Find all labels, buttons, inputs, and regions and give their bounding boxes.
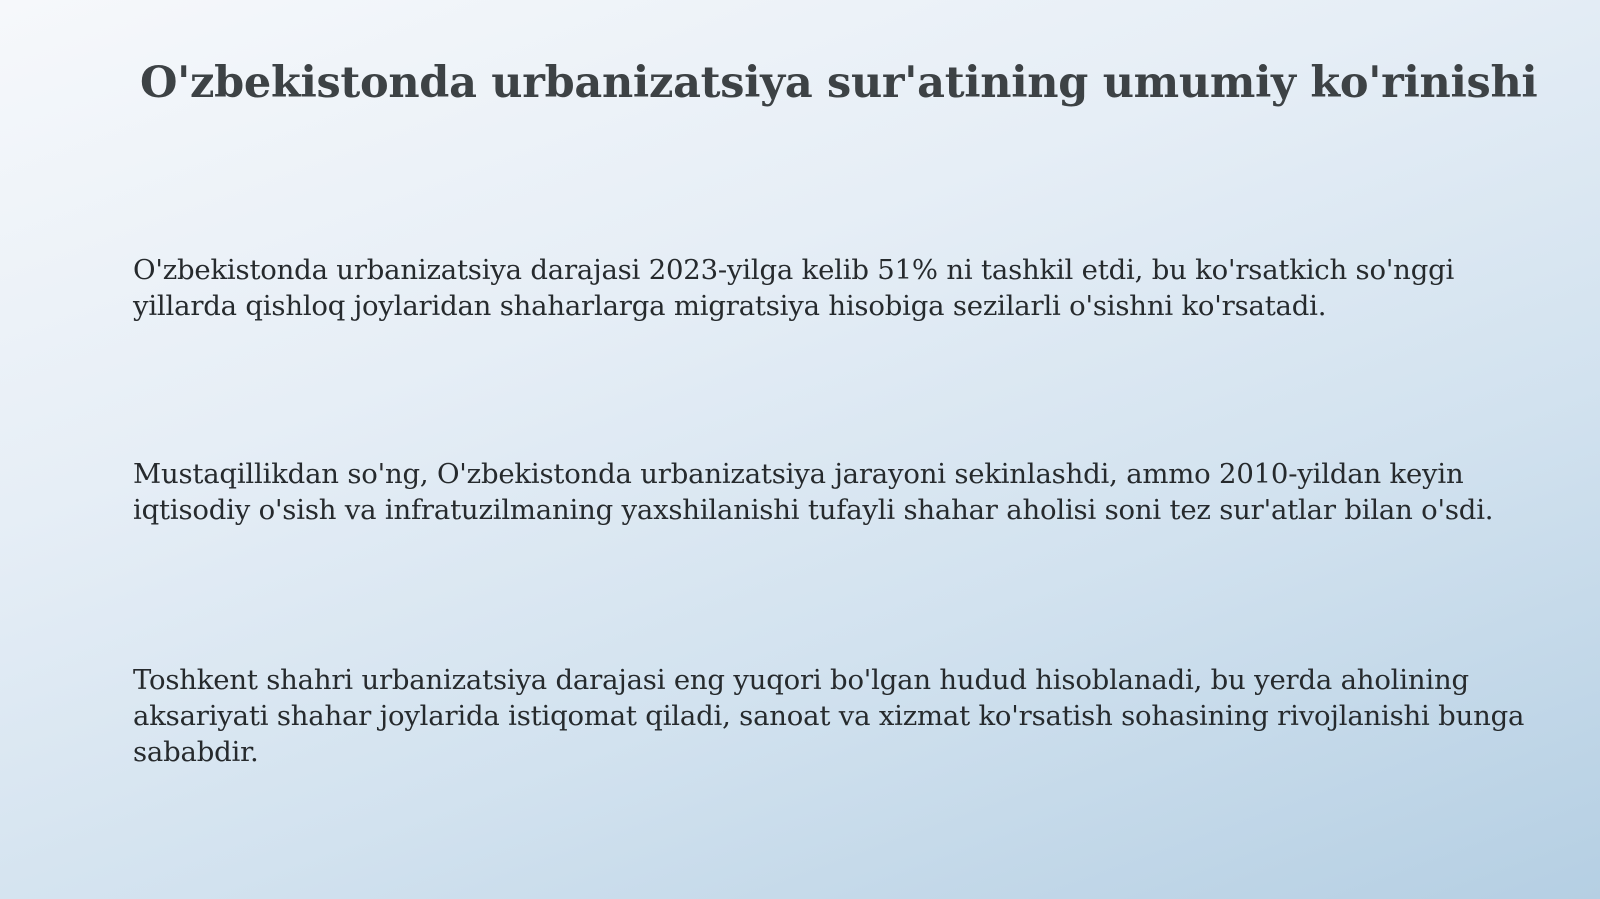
paragraph-urbanization-level: O'zbekistonda urbanizatsiya darajasi 2023-yilga kelib 51% ni tashkil etdi, bu ko'rsatkich so'nggi yillarda qishloq joylaridan shaharlarga migratsiya hisobiga sezilarli o'sishni ko'rsatadi. — [133, 254, 1455, 322]
paragraph-tashkent: Toshkent shahri urbanizatsiya darajasi eng yuqori bo'lgan hudud hisoblanadi, bu yerda aholining aksariyati shahar joylarida istiqomat qiladi, sanoat va xizmat ko'rsatish sohasining rivojlanishi bunga sababdir. — [133, 664, 1525, 768]
slide-title: O'zbekistonda urbanizatsiya sur'atining umumiy ko'rinishi — [140, 58, 1538, 108]
paragraph-post-independence: Mustaqillikdan so'ng, O'zbekistonda urbanizatsiya jarayoni sekinlashdi, ammo 2010-yildan keyin iqtisodiy o'sish va infratuzilmaning yaxshilanishi tufayli shahar aholisi soni tez sur'atlar bilan o'sdi. — [133, 458, 1494, 526]
